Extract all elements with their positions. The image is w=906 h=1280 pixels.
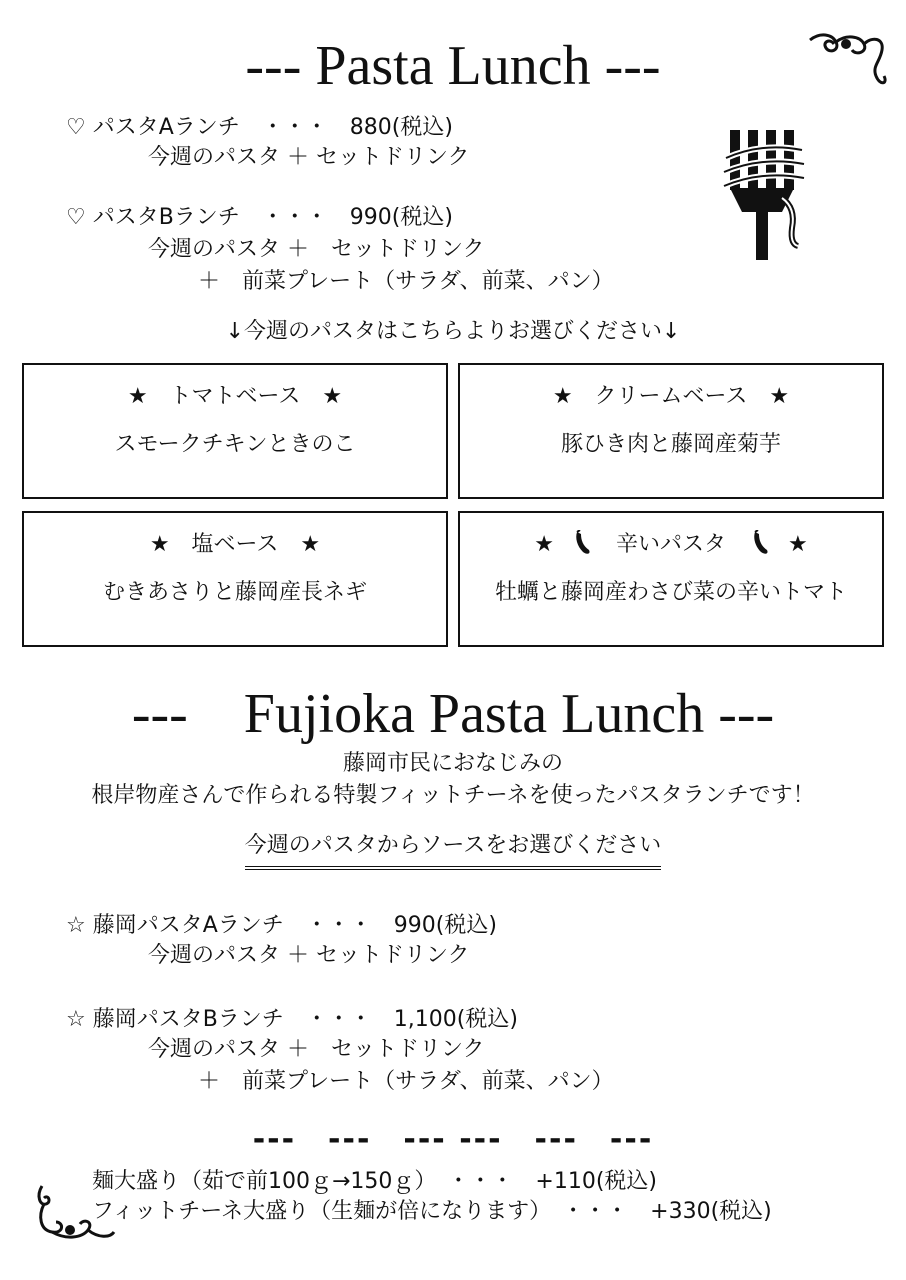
page-title: --- Pasta Lunch --- (245, 35, 661, 97)
star-icon: ★ (534, 532, 554, 557)
extra-option-noodles: 麺大盛り（茹で前100ｇ→150ｇ） ・・・ +110(税込) (92, 1169, 658, 1194)
fujioka-lunch-b-desc2: ＋ 前菜プレート（サラダ、前菜、パン） (198, 1069, 614, 1094)
fork-with-pasta-icon (722, 128, 806, 262)
star-icon: ★ (788, 532, 808, 557)
intro-line-2: 根岸物産さんで作られる特製フィットチーネを使ったパスタランチです！ (91, 783, 815, 808)
section-divider: --- --- --- --- --- --- (252, 1122, 654, 1157)
box-header: ★ トマトベース ★ (127, 384, 343, 409)
lunch-a-line: ♡ パスタAランチ ・・・ 880(税込) (66, 115, 453, 140)
choose-sauce-note: 今週のパスタからソースをお選びください (245, 832, 661, 870)
fujioka-lunch-a-line: ☆ 藤岡パスタAランチ ・・・ 990(税込) (66, 913, 497, 938)
sauce-box-tomato (22, 363, 448, 499)
intro-line-1: 藤岡市民におなじみの (342, 751, 563, 776)
box-header: ★ クリームベース ★ (552, 384, 790, 409)
box-dish: 牡蠣と藤岡産わさび菜の辛いトマト (494, 580, 847, 605)
chili-pepper-icon (749, 530, 771, 556)
box-header (460, 527, 882, 558)
fujioka-lunch-b-line: ☆ 藤岡パスタBランチ ・・・ 1,100(税込) (66, 1007, 518, 1032)
fujioka-lunch-b-desc: 今週のパスタ ＋ セットドリンク (148, 1037, 485, 1062)
lunch-b-line: ♡ パスタBランチ ・・・ 990(税込) (66, 205, 453, 230)
section-title-fujioka: --- Fujioka Pasta Lunch --- (131, 683, 775, 745)
sauce-box-spicy (458, 511, 884, 647)
chili-pepper-icon (571, 530, 593, 556)
box-dish: 豚ひき肉と藤岡産菊芋 (560, 432, 781, 457)
box-dish: スモークチキンときのこ (114, 432, 356, 457)
box-header-label: 辛いパスタ (615, 532, 726, 557)
lunch-b-desc: 今週のパスタ ＋ セットドリンク (148, 237, 485, 262)
extra-option-fettuccine: フィットチーネ大盛り（生麺が倍になります） ・・・ +330(税込) (92, 1199, 772, 1224)
lunch-a-desc: 今週のパスタ ＋ セットドリンク (148, 145, 470, 170)
box-header: ★ 塩ベース ★ (149, 532, 321, 557)
lunch-b-desc2: ＋ 前菜プレート（サラダ、前菜、パン） (198, 269, 614, 294)
box-dish: むきあさりと藤岡産長ネギ (102, 580, 367, 605)
fujioka-lunch-a-desc: 今週のパスタ ＋ セットドリンク (148, 943, 470, 968)
sauce-box-salt (22, 511, 448, 647)
sauce-box-cream (458, 363, 884, 499)
choose-pasta-note: ↓今週のパスタはこちらよりお選びください↓ (225, 319, 681, 344)
